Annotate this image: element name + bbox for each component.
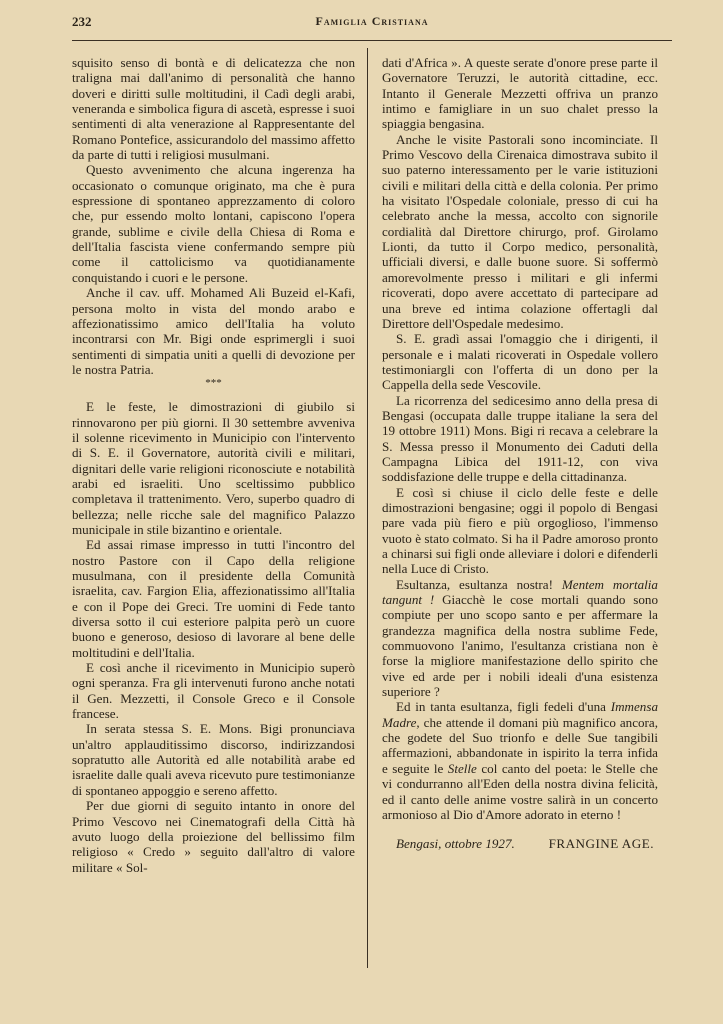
text-run: col canto del poeta: le Stelle che vi condurranno all'Eden della nostra divina felicità, ed il canto delle anime vostre salirà in un concerto armonioso al Dio d'Amore adorato in eterno ! [382,760,658,822]
paragraph [382,577,658,700]
page-header [72,14,672,40]
paragraph: S. E. gradì assai l'omaggio che i dirigenti, il personale e i malati ricoverati in Ospedale vollero testimoniargli con l'offerta di un dono per la Cappella della sede Vescovile. [382,331,658,393]
page-number: 232 [72,14,92,29]
running-title: Famiglia Cristiana [315,14,429,28]
text-run: Ed in tanta esultanza, figli fedeli d'una [396,699,611,715]
section-separator: *** [205,377,222,390]
paragraph: Per due giorni di seguito intanto in onore del Primo Vescovo nei Cinematografi della Città hà avuto luogo della proiezione del bellissimo film religioso « Credo » seguito dall'altro di valore militare « Sol- [72,798,355,875]
paragraph: E le feste, le dimostrazioni di giubilo si rinnovarono per più giorni. Il 30 settembre avveniva il solenne ricevimento in Municipio con l'intervento di S. E. il Governatore, autorità civili e militari, dignitari delle varie religioni riconosciute e notabilità arabi ed israeliti. Uno sceltissimo pubblico completava il trattenimento. Vero, superbo quadro di bellezza; nelle ricche sale del magnifico Palazzo municipale in stile bizantino e orientale. [72,399,355,537]
paragraph: E così si chiuse il ciclo delle feste e delle dimostrazioni bengasine; oggi il popolo di Bengasi pare vada più fiero e più orgoglioso, l'immenso vuoto è stato colmato. Si ha il Padre amoroso pronto a chinarsi sui figli onde alleviare i dolori e difenderli nella Luce di Cristo. [382,484,658,577]
paragraph: Questo avvenimento che alcuna ingerenza ha occasionato o comunque originato, ma che è pura espressione di spontaneo apprezzamento di coloro che, pur essendo molto lontani, capiscono l'opera grande, sublime e civile della Chiesa di Roma e dell'Italia fascista viene confermando sempre più come il cattolicismo va quotidianamente conquistando i cuori e le persone. [72,162,355,285]
italic-phrase: Stelle [447,760,477,776]
paragraph: Anche le visite Pastorali sono incominciate. Il Primo Vescovo della Cirenaica dimostrava subito il suo paterno interessamento per le varie istituzioni civili e militari della città e della colonia. Per primo ha visitato l'Ospedale coloniale, presso di cui ha celebrato anche la messa, accolto con signorile cordialità dal Direttore chirurgo, prof. Girolamo Lionti, da tutto il Corpo medico, personalità, ufficiali diversi, e dalle buone suore. Si soffermò amorevolmente presso i militari e gli infermi ricoverati, dopo avere accettato di partecipare ad una breve ed intima colazione offertagli dal Direttore dell'Ospedale medesimo. [382,131,658,331]
right-column [382,55,658,975]
latin-quote: Mentem mortalia tangunt ! [382,576,658,608]
paragraph [382,699,658,822]
paragraph: E così anche il ricevimento in Municipio superò ogni speranza. Fra gli intervenuti furono anche notati il Gen. Mezzetti, il Console Greco e il Console francese. [72,660,355,722]
left-column [72,55,355,975]
paragraph: dati d'Africa ». A queste serate d'onore prese parte il Governatore Teruzzi, le autorità cittadine, ecc. Intanto il Generale Mezzetti offriva un pranzo intimo e famigliare in un suo chalet presso la spiaggia bengasina. [382,55,658,132]
place-date: Bengasi, ottobre 1927. [396,836,515,852]
text-run: Esultanza, esultanza nostra! [396,576,562,592]
text-run: Giacchè le cose mortali quando sono compiute per uno scopo santo e per affermare la grandezza magnifica della nostra sublime Fede, commuovono l'animo, l'esultanza cristiana non è forse la migliore manifestazione dello spirito che vive ed arde per i nobili ideali d'una esistenza superiore ? [382,592,658,700]
closing-line [382,836,658,854]
paragraph: In serata stessa S. E. Mons. Bigi pronunciava un'altro applauditissimo discorso, indirizzandosi sopratutto alle Autorità ed alle notabilità arabe ed israelite dalle quali aveva ricevuto pure testimonianze di spontaneo appoggio e sereno affetto. [72,721,355,798]
paragraph: Anche il cav. uff. Mohamed Ali Buzeid el-Kafi, persona molto in vista del mondo arabo e affezionatissimo amico dell'Italia ha voluto incontrarsi con Mr. Bigi onde esprimergli i suoi sentimenti di simpatia uniti a quelli di devozione per le nostra Patria. [72,285,355,377]
paragraph: squisito senso di bontà e di delicatezza che non traligna mai dall'animo di personalità che hanno doveri e diritti sulle moltitudini, il Cadì degli arabi, veneranda e simbolica figura di ascetà, espresse i suoi sentimenti di alta venerazione al Rappresentante del Romano Pontefice, assicurandolo del massimo affetto da parte di tutti i religiosi musulmani. [72,55,355,163]
paragraph: La ricorrenza del sedicesimo anno della presa di Bengasi (occupata dalle truppe italiane la sera del 19 ottobre 1911) Mons. Bigi ri recava a celebrare la S. Messa presso il Monumento dei Caduti della Campagna Libica del 1911-12, con viva soddisfazione delle truppe e della cittadinanza. [382,392,658,485]
header-rule [72,40,672,41]
italic-phrase: Immensa Madre, [382,699,658,730]
text-run: che attende il domani più magnifico ancora, che godete del Suo trionfo e delle Sue tangibili affermazioni, abbandonate in ispirito la terra infida e seguite le [382,714,658,776]
column-divider [367,48,368,968]
author-signature: FRANGINE AGE. [548,836,654,852]
paragraph: Ed assai rimase impresso in tutti l'incontro del nostro Pastore con il Capo della religione musulmana, con il presidente della Comunità israelita, cav. Fargion Elia, affezionatissimo all'Italia e con il Pope dei Greci. Tre uomini di Fede tanto diversa sotto il cui esteriore palpita però un cuore buono e generoso, desioso di lavorare al bene delle moltitudini e dell'Italia. [72,537,355,660]
